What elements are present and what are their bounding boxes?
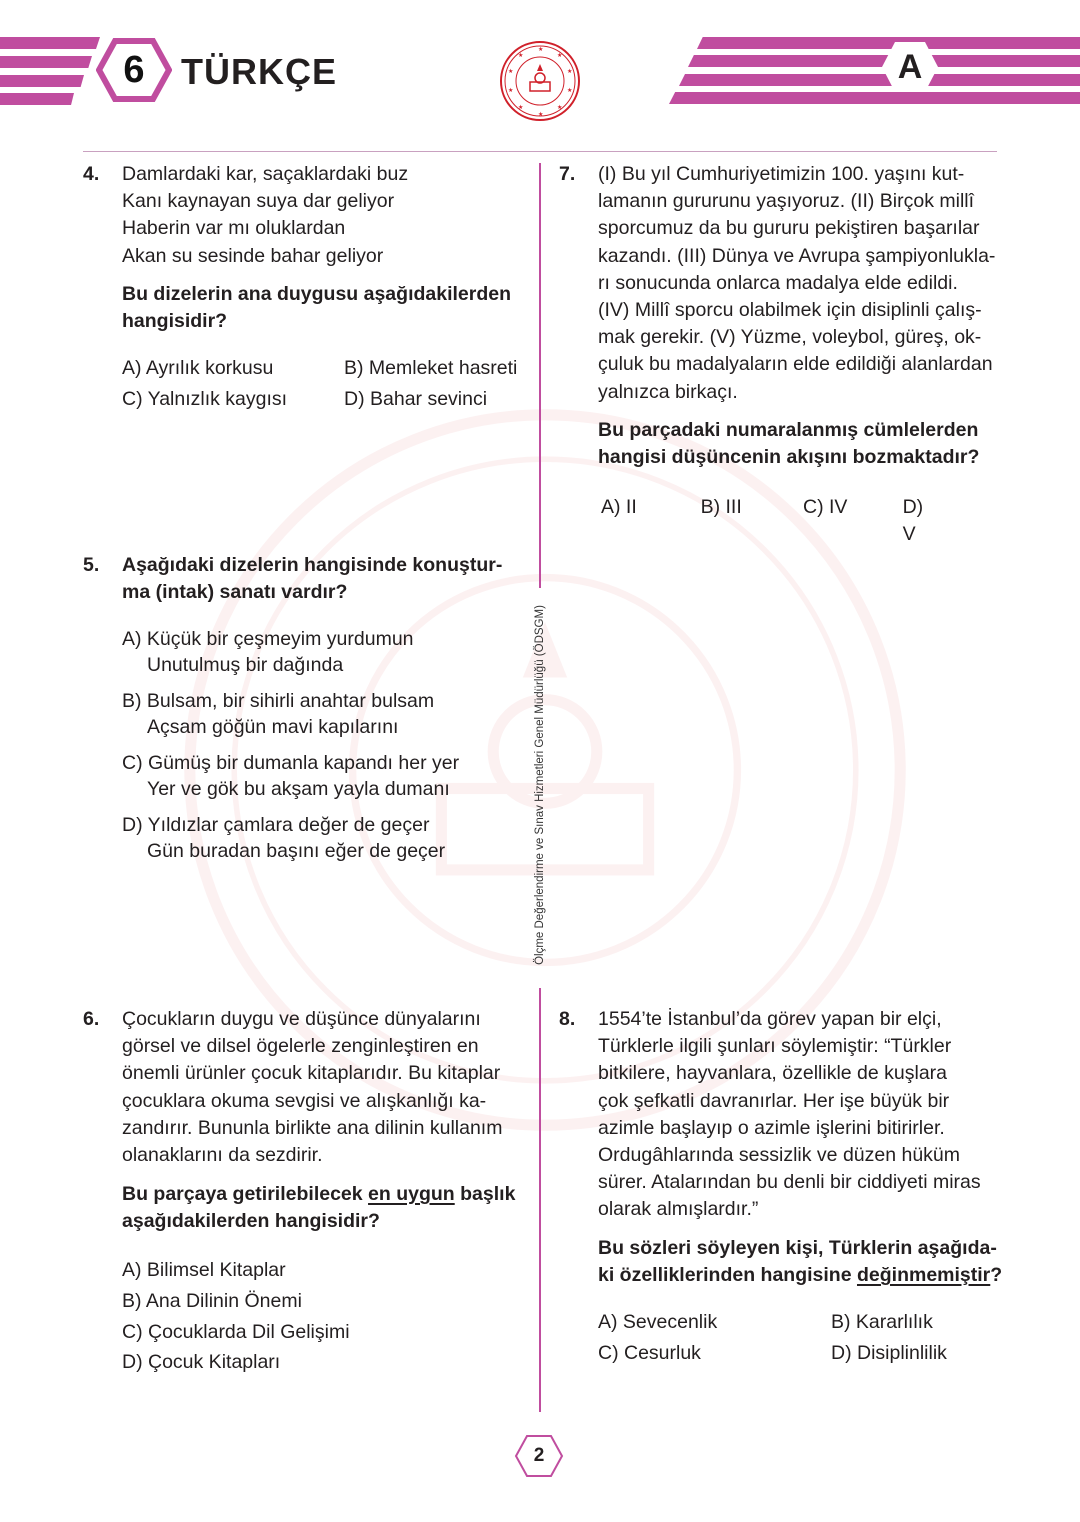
prompt-text: başlık (454, 1183, 516, 1205)
prompt-text: Bu parçaya getirilebilecek (122, 1183, 369, 1205)
option-label: D) (122, 814, 143, 836)
svg-text:★: ★ (557, 52, 563, 59)
question-number: 4. (83, 163, 100, 185)
option-d[interactable]: D) V (902, 496, 924, 546)
option-text: Gün buradan başını eğer de geçer (147, 839, 446, 862)
option-d[interactable]: D) Çocuk Kitapları (122, 1351, 281, 1374)
prompt-line: Bu parçadaki numaralanmış cümlelerden (598, 419, 979, 441)
stem-line: azimle başlayıp o azimle işlerini bitirirler. (598, 1116, 945, 1139)
stem-line: sporcumuz da bu gururu pekiştiren başarılar (598, 217, 980, 240)
subject-title: TÜRKÇE (181, 51, 337, 92)
svg-text:★: ★ (538, 111, 544, 118)
grade-number: 6 (123, 48, 145, 91)
stem-line: kazandı. (III) Dünya ve Avrupa şampiyonlukla- (598, 244, 996, 267)
booklet-label: A (897, 47, 923, 86)
question-number: 6. (83, 1008, 100, 1030)
option-label: A) (122, 628, 142, 650)
option-a[interactable]: A) Ayrılık korkusu (122, 357, 274, 379)
prompt-line: aşağıdakilerden hangisidir? (122, 1210, 380, 1233)
svg-text:★: ★ (557, 104, 563, 111)
question-stem (598, 1006, 981, 1224)
question-prompt (122, 281, 511, 335)
option-c[interactable]: C) Çocuklarda Dil Gelişimi (122, 1320, 350, 1343)
question-number: 7. (559, 163, 576, 185)
stem-line: bitkilere, hayvanlara, özellikle de kuşlara (598, 1062, 948, 1085)
option-a[interactable]: A) Bilimsel Kitaplar (122, 1259, 286, 1281)
question-prompt (598, 1235, 1002, 1289)
stem-line: görsel ve dilsel ögelerle zenginleştiren en (122, 1035, 479, 1058)
prompt-text: ? (990, 1264, 1003, 1287)
option-d[interactable] (122, 813, 459, 864)
option-a[interactable] (122, 627, 459, 678)
option-text: Unutulmuş bir dağında (147, 653, 344, 676)
question-prompt (122, 552, 502, 606)
prompt-line: hangisi düşüncenin akışını bozmaktadır? (598, 446, 980, 469)
option-a[interactable]: A) Sevecenlik (598, 1311, 718, 1333)
stem-line: olanaklarını da sezdirir. (122, 1144, 323, 1167)
column-divider-bottom (539, 988, 541, 1412)
svg-text:★: ★ (518, 104, 524, 111)
stem-line: olarak almışlardır.” (598, 1198, 759, 1221)
stem-line: önemli ürünler çocuk kitaplarıdır. Bu kitaplar (122, 1062, 501, 1085)
prompt-emphasis: en uygun (368, 1183, 455, 1205)
stem-line: mak gerekir. (V) Yüzme, voleybol, güreş, ok- (598, 326, 982, 349)
meb-seal-icon (499, 40, 581, 122)
answer-options (598, 1309, 1031, 1367)
header-rule (83, 151, 997, 152)
svg-text:★: ★ (538, 46, 544, 53)
stem-line: çuluk bu madalyaların elde edildiği alanlardan (598, 353, 993, 376)
option-text: Gümüş bir dumanla kapandı her yer (148, 752, 460, 774)
svg-text:★: ★ (508, 87, 514, 94)
stem-line: (I) Bu yıl Cumhuriyetimizin 100. yaşını kut- (598, 163, 965, 185)
option-c[interactable]: C) IV (803, 496, 848, 518)
option-b[interactable]: B) Ana Dilinin Önemi (122, 1289, 302, 1312)
question-prompt (598, 417, 979, 471)
prompt-line: Bu dizelerin ana duygusu aşağıdakilerden (122, 283, 512, 305)
prompt-line: ma (intak) sanatı vardır? (122, 581, 348, 604)
stem-line: Akan su sesinde bahar geliyor (122, 244, 384, 267)
option-b[interactable]: B) Kararlılık (831, 1311, 933, 1333)
page-number: 2 (533, 1445, 545, 1466)
question-stem (122, 1006, 502, 1169)
svg-text:★: ★ (518, 52, 524, 59)
prompt-line: Bu sözleri söyleyen kişi, Türklerin aşağıda- (598, 1237, 997, 1259)
svg-text:★: ★ (567, 68, 573, 75)
question-prompt (122, 1181, 515, 1235)
option-label: B) (122, 690, 142, 712)
prompt-text: ki özelliklerinden hangisine (598, 1264, 857, 1287)
question-number: 8. (559, 1008, 576, 1030)
answer-options (122, 1255, 350, 1378)
side-credit: Ölçme Değerlendirme ve Sınav Hizmetleri Genel Müdürlüğü (ÖDSGM) (534, 605, 546, 965)
option-d[interactable]: D) Bahar sevinci (344, 388, 488, 411)
stem-line: Kanı kaynayan suya dar geliyor (122, 190, 395, 213)
stem-line: Ordugâhlarında sessizlik ve düzen hüküm (598, 1144, 961, 1167)
prompt-line: hangisidir? (122, 310, 228, 333)
option-b[interactable] (122, 689, 459, 740)
option-text: Bulsam, bir sihirli anahtar bulsam (146, 690, 435, 712)
stem-line: zandırır. Bununla birlikte ana dilinin kullanım (122, 1116, 503, 1139)
answer-options (601, 494, 940, 548)
option-c[interactable]: C) Yalnızlık kaygısı (122, 388, 288, 411)
stem-line: Damlardaki kar, saçaklardaki buz (122, 163, 409, 185)
stem-line: Haberin var mı oluklardan (122, 217, 346, 240)
option-text: Yıldızlar çamlara değer de geçer (147, 814, 430, 836)
option-c[interactable] (122, 751, 459, 802)
option-a[interactable]: A) II (601, 496, 637, 518)
svg-text:★: ★ (567, 87, 573, 94)
stem-line: çok şefkatli davranırlar. Her işe büyük bir (598, 1089, 950, 1112)
question-stem (598, 161, 995, 406)
option-label: C) (122, 752, 143, 774)
stem-line: yalnızca birkaçı. (598, 380, 738, 403)
stem-line: Çocukların duygu ve düşünce dünyalarını (122, 1008, 481, 1030)
stem-line: (IV) Millî sporcu olabilmek için disiplinli çalış- (598, 299, 982, 322)
option-c[interactable]: C) Cesurluk (598, 1342, 701, 1365)
option-text: Küçük bir çeşmeyim yurdumun (146, 628, 414, 650)
stem-line: sürer. Atalarından bu denli bir ciddiyeti miras (598, 1171, 981, 1194)
stem-line: rı sonucunda onlarca madalya elde edildi. (598, 271, 958, 294)
option-b[interactable]: B) Memleket hasreti (344, 357, 518, 379)
stem-line: lamanın gururunu yaşıyoruz. (II) Birçok millî (598, 190, 975, 213)
answer-options (122, 627, 459, 864)
stem-line: 1554’te İstanbul’da görev yapan bir elçi, (598, 1008, 942, 1030)
option-text: Yer ve gök bu akşam yayla dumanı (147, 777, 450, 800)
option-b[interactable]: B) III (700, 496, 742, 518)
prompt-emphasis: değinmemiştir (856, 1264, 991, 1287)
stem-line: Türklerle ilgili şunları söylemiştir: “Türkler (598, 1035, 952, 1058)
question-stem (122, 161, 408, 270)
option-text: Açsam göğün mavi kapılarını (147, 715, 399, 738)
option-d[interactable]: D) Disiplinlilik (831, 1342, 947, 1365)
question-number: 5. (83, 554, 100, 576)
svg-text:★: ★ (508, 68, 514, 75)
stem-line: çocuklara okuma sevgisi ve alışkanlığı ka- (122, 1089, 487, 1112)
answer-options (122, 355, 544, 413)
prompt-line: Aşağıdaki dizelerin hangisinde konuştur- (122, 554, 503, 576)
